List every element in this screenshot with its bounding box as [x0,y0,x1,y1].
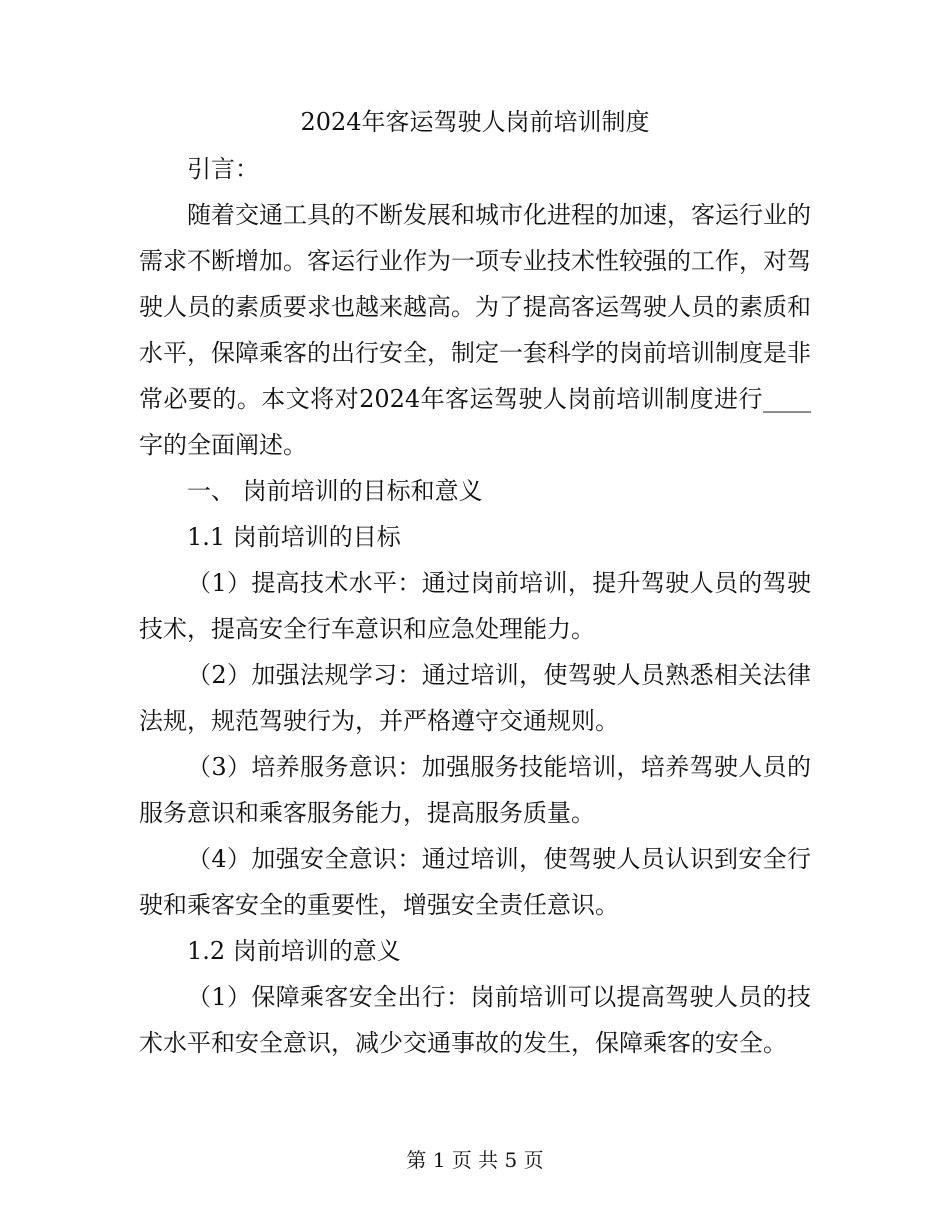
goal-item-3: （3）培养服务意识：加强服务技能培训，培养驾驶人员的服务意识和乘客服务能力，提高服务质量。 [139,753,811,827]
goal-item-2: （2）加强法规学习：通过培训，使驾驶人员熟悉相关法律法规，规范驾驶行为，并严格遵守交通规则。 [139,661,811,735]
page-number-footer: 第 1 页 共 5 页 [406,1148,544,1172]
significance-item-1: （1）保障乘客安全出行：岗前培训可以提高驾驶人员的技术水平和安全意识，减少交通事故的发生，保障乘客的安全。 [139,983,811,1057]
document-body [139,98,811,1066]
document-title: 2024年客运驾驶人岗前培训制度 [300,108,650,136]
goal-item-1: （1）提高技术水平：通过岗前培训，提升驾驶人员的驾驶技术，提高安全行车意识和应急处理能力。 [139,569,811,643]
subsection-heading-1-2: 1.2 岗前培训的意义 [187,937,401,965]
intro-paragraph: 随着交通工具的不断发展和城市化进程的加速，客运行业的需求不断增加。客运行业作为一项专业技术性较强的工作，对驾驶人员的素质要求也越来越高。为了提高客运驾驶人员的素质和水平，保障乘客的出行安全，制定一套科学的岗前培训制度是非常必要的。本文将对2024年客运驾驶人岗前培训制度进行____字的全面阐述。 [139,201,811,459]
subsection-heading-1-1: 1.1 岗前培训的目标 [187,523,401,551]
intro-label: 引言： [187,155,259,183]
goal-item-4: （4）加强安全意识：通过培训，使驾驶人员认识到安全行驶和乘客安全的重要性，增强安全责任意识。 [139,845,811,919]
section-heading-1: 一、 岗前培训的目标和意义 [187,477,483,505]
